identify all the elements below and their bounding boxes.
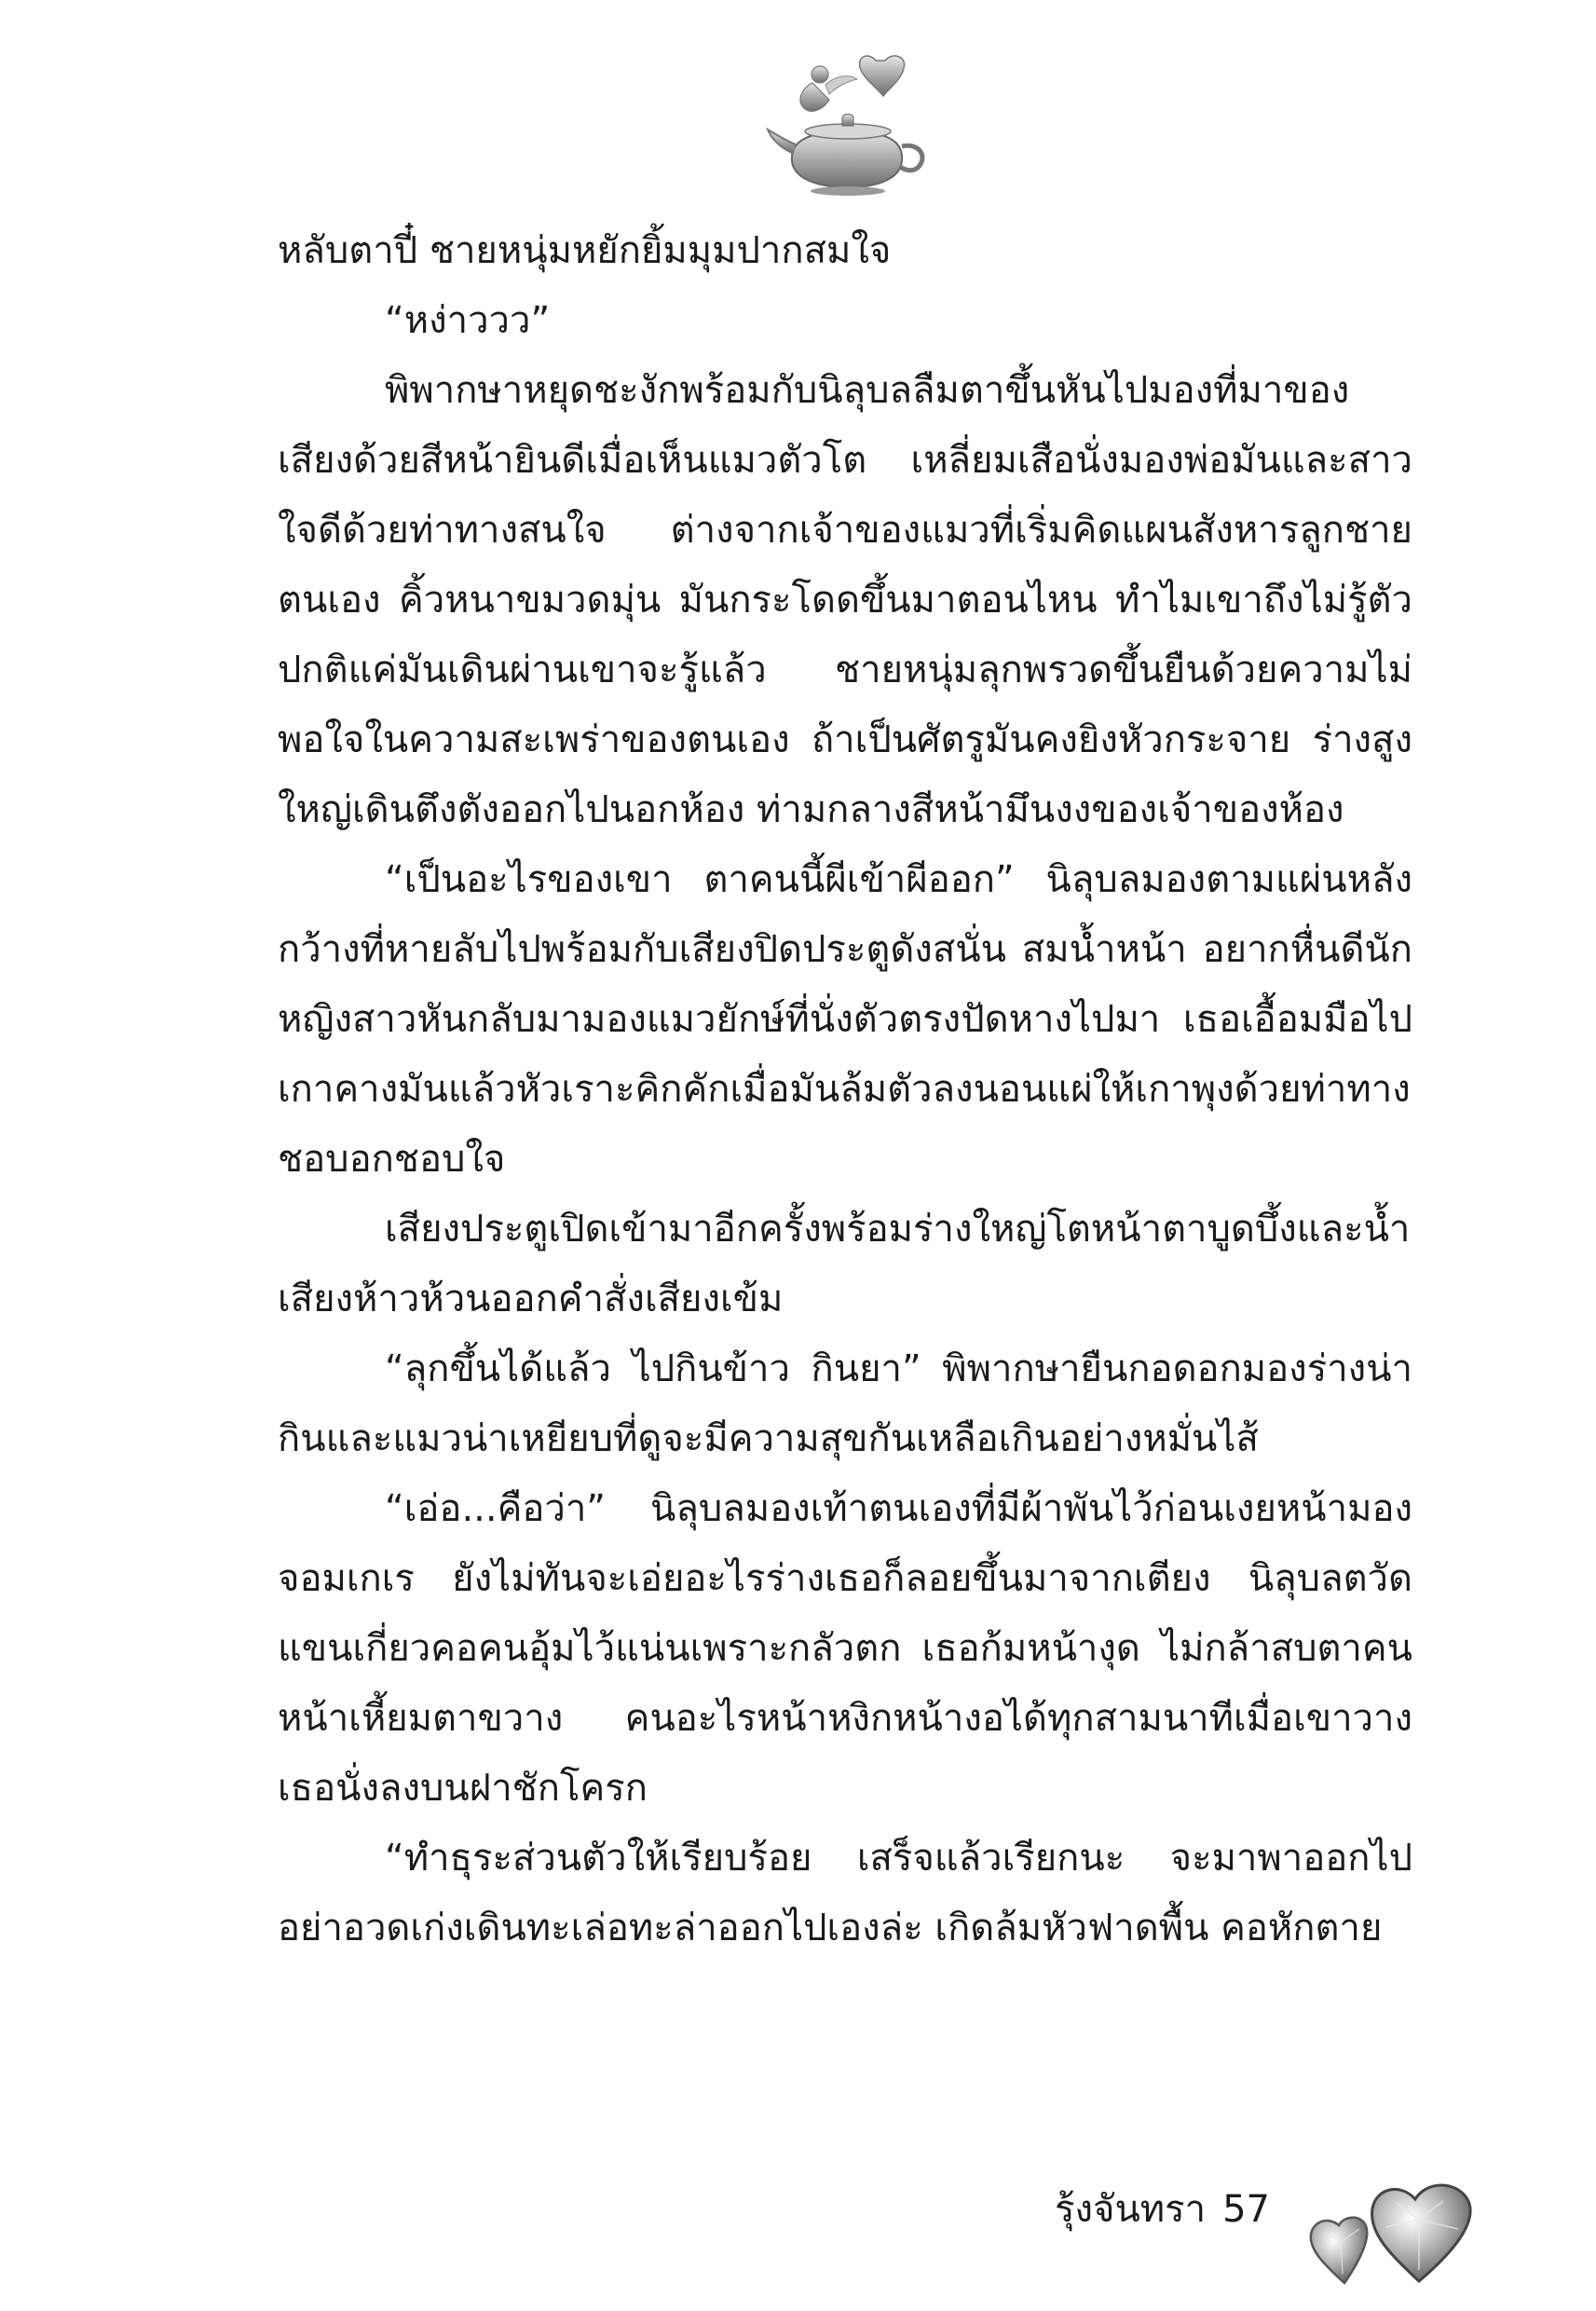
page-footer: [1000, 2160, 1484, 2290]
teapot-cupid-ornament-icon: [764, 51, 932, 200]
paragraph: “เป็นอะไรของเขา ตาคนนี้ผีเข้าผีออก” นิลุบลมองตามแผ่นหลังกว้างที่หายลับไปพร้อมกับเสียงปิดประตูดังสนั่น สมน้ำหน้า อยากหื่นดีนัก หญิงสาวหันกลับมามองแมวยักษ์ที่นั่งตัวตรงปัดหางไปมา เธอเอื้อมมือไปเกาคางมันแล้วหัวเราะคิกคักเมื่อมันล้มตัวลงนอนแผ่ให้เกาพุงด้วยท่าทางชอบอกชอบใจ: [278, 858, 1412, 1181]
book-title: รุ้งจันทรา: [1054, 2188, 1207, 2231]
footer-label: [1038, 2179, 1270, 2238]
paragraph: เสียงประตูเปิดเข้ามาอีกครั้งพร้อมร่างใหญ่โตหน้าตาบูดบึ้งและน้ำเสียงห้าวห้วนออกคำสั่งเสียงเข้ม: [278, 1208, 1411, 1320]
paragraph: พิพากษาหยุดชะงักพร้อมกับนิลุบลลืมตาขึ้นหันไปมองที่มาของเสียงด้วยสีหน้ายินดีเมื่อเห็นแมวตัวโต เหลี่ยมเสือนั่งมองพ่อมันและสาวใจดีด้วยท่าทางสนใจ ต่างจากเจ้าของแมวที่เริ่มคิดแผนสังหารลูกชายตนเอง คิ้วหนาขมวดมุ่น มันกระโดดขึ้นมาตอนไหน ทำไมเขาถึงไม่รู้ตัว ปกติแค่มันเดินผ่านเขาจะรู้แล้ว ชายหนุ่มลุกพรวดขึ้นยืนด้วยความไม่พอใจในความสะเพร่าของตนเอง ถ้าเป็นศัตรูมันคงยิงหัวกระจาย ร่างสูงใหญ่เดินตึงตังออกไปนอกห้อง ท่ามกลางสีหน้ามึนงงของเจ้าของห้อง: [278, 369, 1412, 831]
paragraph: “หง่าววว”: [385, 299, 551, 342]
diamond-hearts-icon: [1307, 2160, 1484, 2290]
paragraph: “ทำธุระส่วนตัวให้เรียบร้อย เสร็จแล้วเรียกนะ จะมาพาออกไป อย่าอวดเก่งเดินทะเล่อทะล่าออกไปเองล่ะ เกิดล้มหัวฟาดพื้น คอหักตาย: [278, 1837, 1412, 1949]
paragraph: หลับตาปี๋ ชายหนุ่มหยักยิ้มมุมปากสมใจ: [278, 229, 892, 272]
page-number: 57: [1222, 2188, 1270, 2231]
paragraph: “ลุกขึ้นได้แล้ว ไปกินข้าว กินยา” พิพากษายืนกอดอกมองร่างน่ากินและแมวน่าเหยียบที่ดูจะมีความสุขกันเหลือเกินอย่างหมั่นไส้: [278, 1347, 1412, 1460]
body-text: [278, 216, 1412, 1963]
paragraph: “เอ่อ...คือว่า” นิลุบลมองเท้าตนเองที่มีผ้าพันไว้ก่อนเงยหน้ามองจอมเกเร ยังไม่ทันจะเอ่ยอะไรร่างเธอก็ลอยขึ้นมาจากเตียง นิลุบลตวัดแขนเกี่ยวคอคนอุ้มไว้แน่นเพราะกลัวตก เธอก้มหน้างุด ไม่กล้าสบตาคนหน้าเหี้ยมตาขวาง คนอะไรหน้าหงิกหน้างอได้ทุกสามนาทีเมื่อเขาวางเธอนั่งลงบนฝาชักโครก: [278, 1487, 1412, 1810]
